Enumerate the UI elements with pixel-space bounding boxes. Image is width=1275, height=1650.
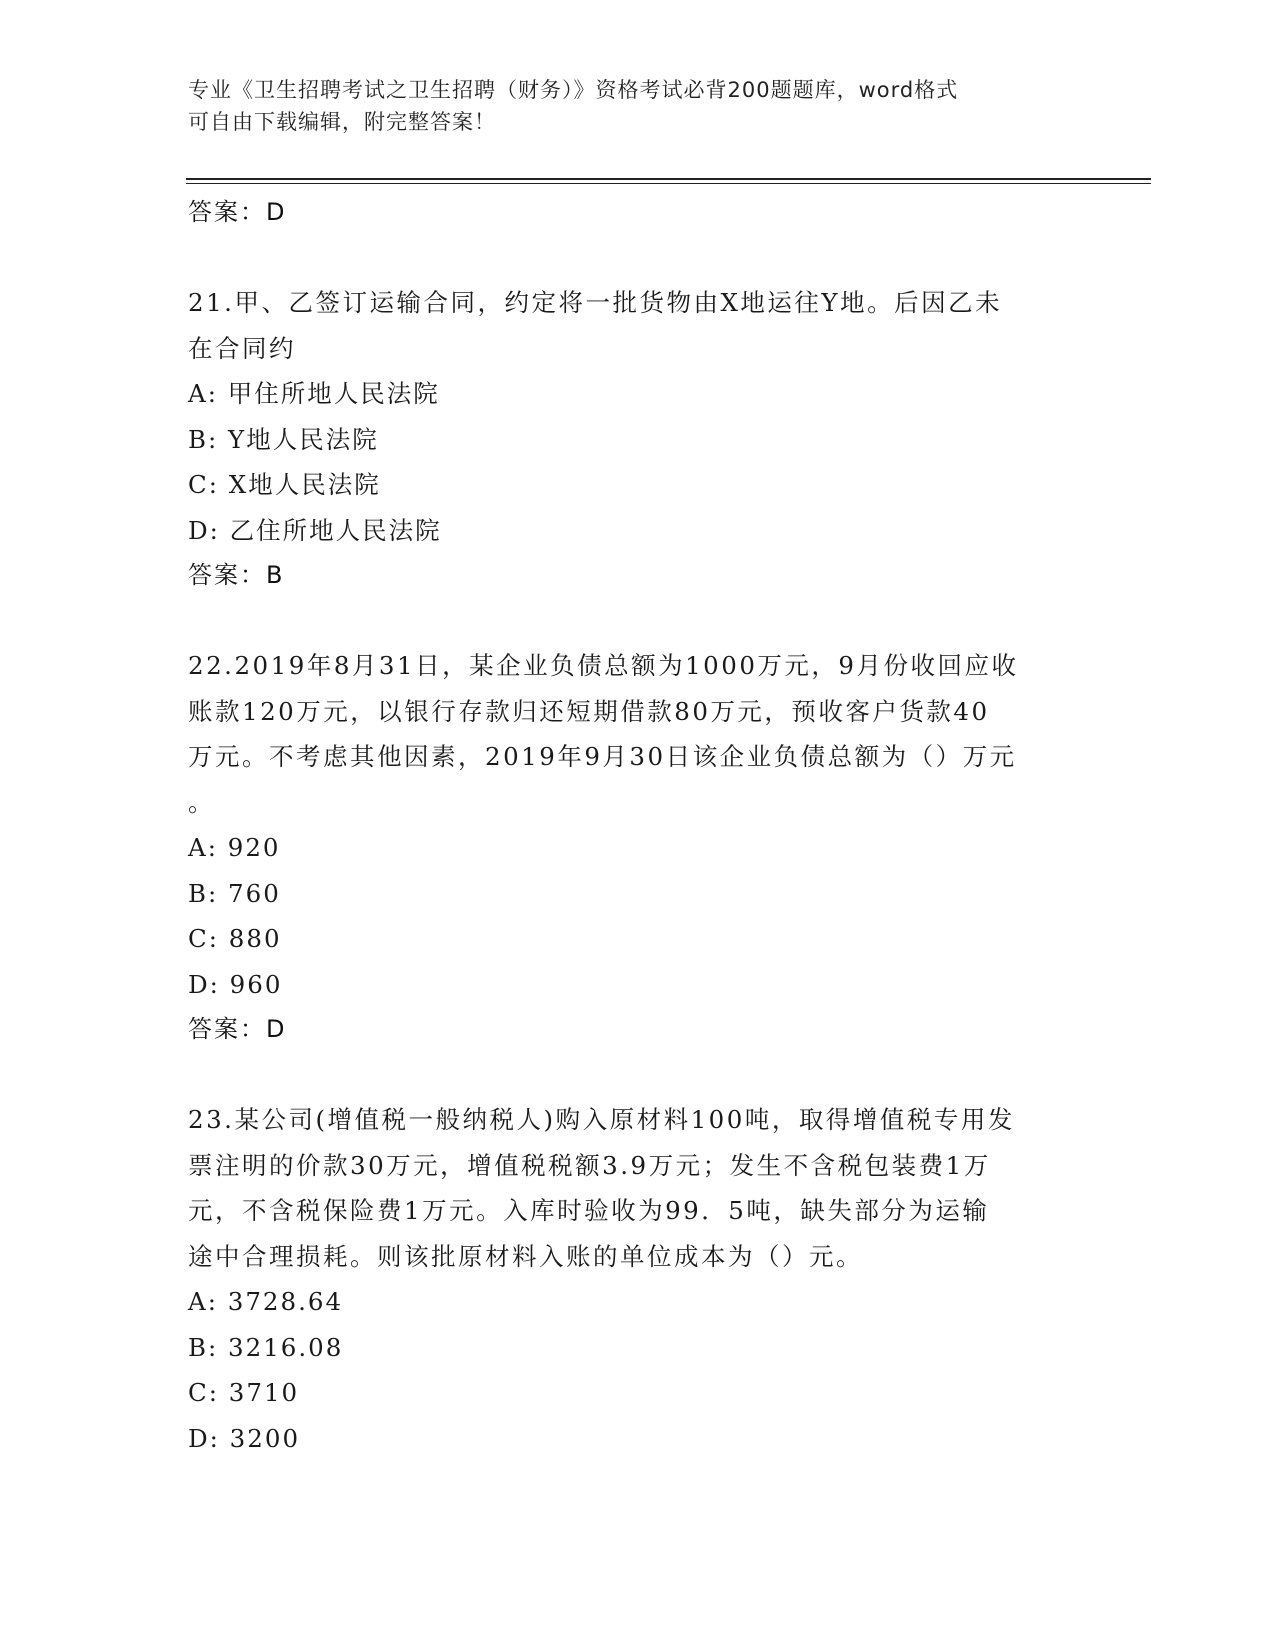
option-a: A: 甲住所地人民法院 bbox=[188, 379, 440, 408]
question-text-line: 元，不含税保险费1万元。入库时验收为99．5吨，缺失部分为运输 bbox=[188, 1196, 990, 1225]
option-d: D: 3200 bbox=[188, 1423, 301, 1453]
document-header bbox=[188, 74, 1068, 138]
question-list bbox=[188, 190, 1088, 1461]
question-text-line: 万元。不考虑其他因素，2019年9月30日该企业负债总额为（）万元 bbox=[188, 742, 1017, 771]
question-text-line: 途中合理损耗。则该批原材料入账的单位成本为（）元。 bbox=[188, 1241, 863, 1271]
spacer bbox=[188, 235, 1088, 280]
option-b: B: Y地人民法院 bbox=[188, 424, 379, 454]
option-d: D: 乙住所地人民法院 bbox=[188, 515, 442, 545]
header-divider-thin bbox=[186, 183, 1151, 184]
option-b: B: 760 bbox=[188, 878, 281, 908]
option-c: C: 880 bbox=[188, 924, 282, 953]
spacer bbox=[188, 598, 1088, 643]
question-text-line: 22.2019年8月31日，某企业负债总额为1000万元，9月份收回应收 bbox=[188, 651, 1019, 680]
question-text-line: 账款120万元，以银行存款归还短期借款80万元，预收客户货款40 bbox=[188, 696, 990, 726]
question-23 bbox=[188, 1097, 1088, 1461]
question-text-line: 票注明的价款30万元，增值税税额3.9万元；发生不含税包装费1万 bbox=[188, 1150, 991, 1180]
option-a: A: 3728.64 bbox=[188, 1287, 344, 1316]
header-line-2: 可自由下载编辑，附完整答案！ bbox=[188, 110, 496, 134]
question-text-line: 。 bbox=[188, 787, 215, 817]
header-divider bbox=[186, 178, 1151, 180]
option-d: D: 960 bbox=[188, 969, 283, 999]
spacer bbox=[188, 1052, 1088, 1097]
header-line-1: 专业《卫生招聘考试之卫生招聘（财务）》资格考试必背200题题库，word格式 bbox=[188, 78, 959, 102]
option-b: B: 3216.08 bbox=[188, 1332, 344, 1362]
question-text-line: 21.甲、乙签订运输合同，约定将一批货物由X地运往Y地。后因乙未 bbox=[188, 288, 1003, 317]
option-a: A: 920 bbox=[188, 833, 281, 862]
answer-line: 答案：D bbox=[188, 198, 287, 226]
option-c: C: X地人民法院 bbox=[188, 470, 381, 499]
option-c: C: 3710 bbox=[188, 1378, 300, 1407]
question-text-line: 23.某公司(增值税一般纳税人)购入原材料100吨，取得增值税专用发 bbox=[188, 1105, 1015, 1134]
question-22 bbox=[188, 643, 1088, 1052]
answer-line: 答案：D bbox=[188, 1015, 287, 1043]
answer-line: 答案：B bbox=[188, 561, 285, 589]
question-21 bbox=[188, 280, 1088, 598]
question-text-line: 在合同约 bbox=[188, 333, 296, 363]
